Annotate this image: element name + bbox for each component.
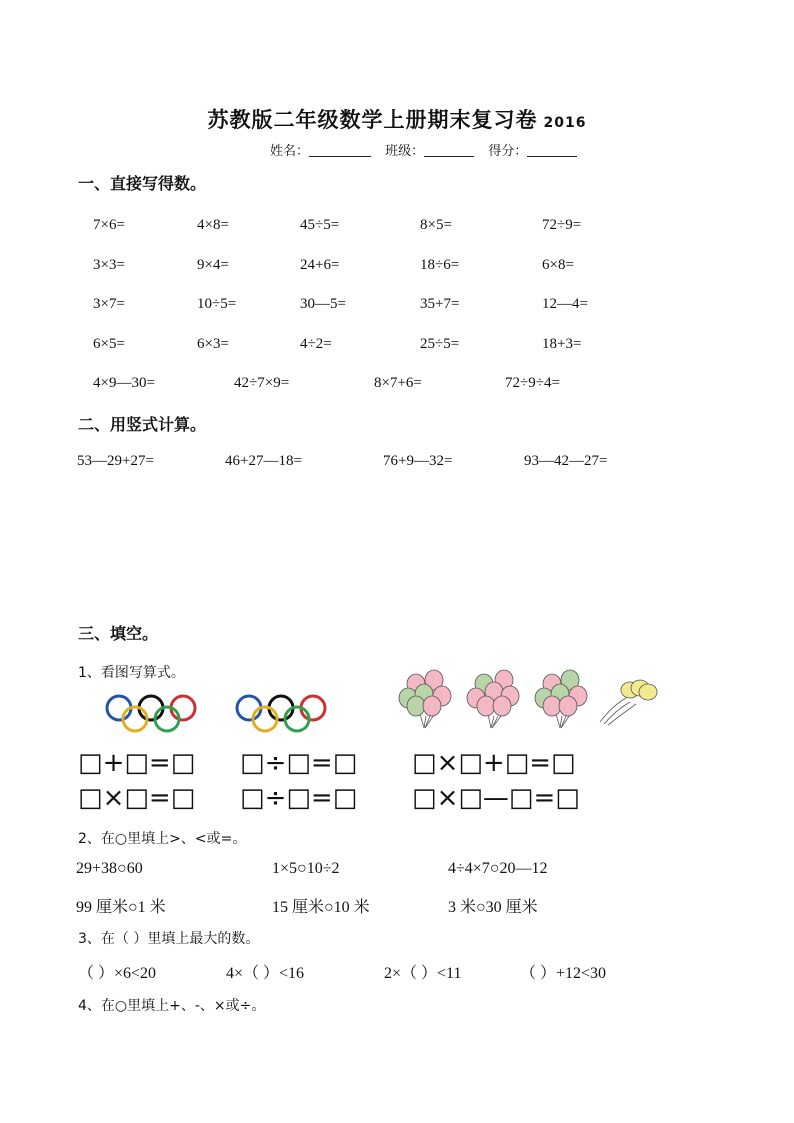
section-2-heading: 二、用竖式计算。: [78, 415, 207, 434]
balloon-bunch-icon: [396, 668, 458, 730]
compare-item: 29+38○60: [76, 860, 143, 877]
calc-item: 18+3=: [542, 336, 582, 352]
box-equation: □×□—□=□: [412, 783, 580, 813]
fill-max-item: （ ）×6<20: [78, 965, 157, 982]
compare-item: 4÷4×7○20—12: [448, 860, 548, 877]
olympic-rings-icon: [234, 693, 330, 735]
balloon-bunch-icon: [464, 668, 526, 730]
compare-item: 3 米○30 厘米: [448, 899, 538, 916]
vertical-calc-item: 46+27—18=: [225, 453, 302, 469]
calc-item: 9×4=: [197, 257, 229, 273]
calc-item: 3×7=: [93, 296, 125, 312]
box-equation: □×□+□=□: [412, 748, 576, 778]
question-2: 2、在○里填上>、<或=。: [78, 831, 247, 847]
calc-item: 8×7+6=: [374, 375, 422, 391]
calc-item: 12—4=: [542, 296, 588, 312]
calc-item: 30—5=: [300, 296, 346, 312]
score-blank[interactable]: [527, 144, 577, 157]
box-equation: □+□=□: [78, 748, 196, 778]
box-equation: □×□=□: [78, 783, 196, 813]
title-text: 苏教版二年级数学上册期末复习卷: [207, 107, 538, 132]
fill-max-item: （ ）+12<30: [520, 965, 607, 982]
compare-item: 1×5○10÷2: [272, 860, 340, 877]
calc-item: 10÷5=: [197, 296, 237, 312]
title-year: 2016: [543, 115, 587, 131]
vertical-calc-item: 53—29+27=: [77, 453, 154, 469]
compare-item: 15 厘米○10 米: [272, 899, 370, 916]
vertical-calc-item: 93—42—27=: [524, 453, 608, 469]
flying-balloons-icon: [598, 676, 662, 726]
calc-item: 3×3=: [93, 257, 125, 273]
calc-item: 6×8=: [542, 257, 574, 273]
box-equation: □÷□=□: [240, 783, 358, 813]
calc-item: 24+6=: [300, 257, 340, 273]
section-1-heading: 一、直接写得数。: [78, 174, 207, 193]
calc-item: 4×8=: [197, 217, 229, 233]
calc-item: 4×9—30=: [93, 375, 155, 391]
olympic-rings-icon: [104, 693, 200, 735]
vertical-calc-item: 76+9—32=: [383, 453, 453, 469]
calc-item: 6×3=: [197, 336, 229, 352]
name-blank[interactable]: [309, 144, 371, 157]
box-equation: □÷□=□: [240, 748, 358, 778]
calc-item: 72÷9=: [542, 217, 582, 233]
calc-item: 45÷5=: [300, 217, 340, 233]
calc-item: 6×5=: [93, 336, 125, 352]
calc-item: 42÷7×9=: [234, 375, 290, 391]
calc-item: 4÷2=: [300, 336, 332, 352]
fill-max-item: 4×（ ）<16: [226, 965, 305, 982]
question-3: 3、在（ ）里填上最大的数。: [78, 931, 260, 947]
section-3-heading: 三、填空。: [78, 624, 159, 643]
calc-item: 7×6=: [93, 217, 125, 233]
calc-item: 25÷5=: [420, 336, 460, 352]
student-info: [270, 140, 587, 159]
score-label: 得分：: [488, 144, 528, 159]
fill-max-item: 2×（ ）<11: [384, 965, 462, 982]
question-4: 4、在○里填上+、-、×或÷。: [78, 998, 266, 1014]
calc-item: 8×5=: [420, 217, 452, 233]
compare-item: 99 厘米○1 米: [76, 899, 166, 916]
balloon-bunch-icon: [532, 668, 594, 730]
class-blank[interactable]: [424, 144, 474, 157]
calc-item: 72÷9÷4=: [505, 375, 560, 391]
class-label: 班级：: [385, 144, 425, 159]
question-1: 1、看图写算式。: [78, 665, 185, 681]
calc-item: 18÷6=: [420, 257, 460, 273]
page-title: [0, 104, 794, 134]
calc-item: 35+7=: [420, 296, 460, 312]
name-label: 姓名：: [270, 144, 310, 159]
